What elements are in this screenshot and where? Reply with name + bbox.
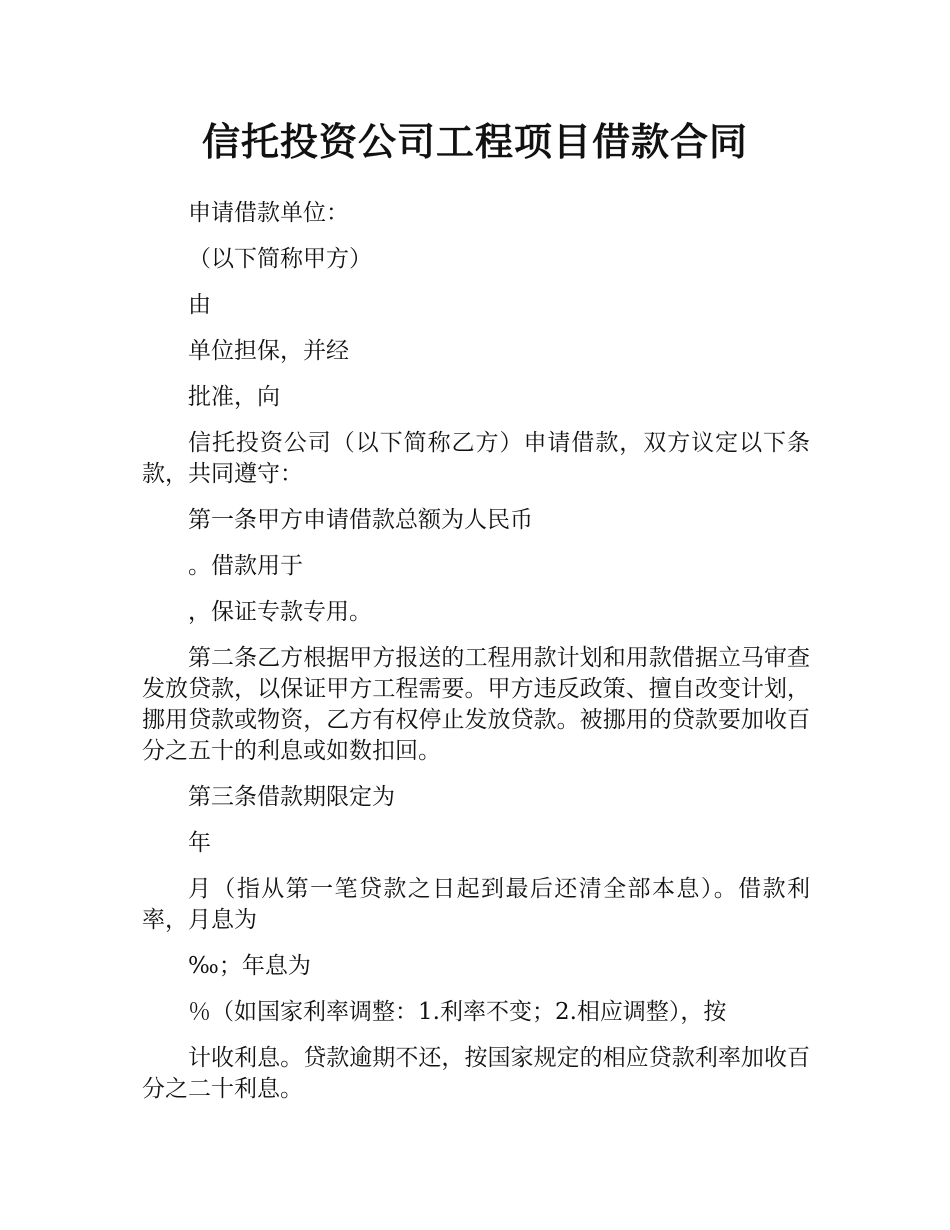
paragraph-dedicated-use: ，保证专款专用。 <box>188 599 372 625</box>
paragraph-party-b: 信托投资公司（以下简称乙方）申请借款，双方议定以下条款，共同遵守： <box>142 430 810 487</box>
paragraph-article-3: 第三条借款期限定为 <box>188 784 395 810</box>
paragraph-approval: 批准，向 <box>188 384 280 410</box>
document-title: 信托投资公司工程项目借款合同 <box>201 120 748 164</box>
paragraph-month-rate: 月（指从第一笔贷款之日起到最后还清全部本息）。借款利率，月息为 <box>142 876 810 933</box>
paragraph-article-1: 第一条甲方申请借款总额为人民币 <box>188 507 533 533</box>
paragraph-party-a-note: （以下简称甲方） <box>188 246 372 272</box>
paragraph-loan-usage: 。借款用于 <box>188 553 303 579</box>
paragraph-interest-overdue: 计收利息。贷款逾期不还，按国家规定的相应贷款利率加收百分之二十利息。 <box>142 1045 810 1102</box>
paragraph-annual-rate: ‰；年息为 <box>188 953 311 979</box>
document-body <box>142 198 810 1120</box>
paragraph-applicant: 申请借款单位： <box>188 200 349 226</box>
paragraph-article-2: 第二条乙方根据甲方报送的工程用款计划和用款借据立马审查发放贷款，以保证甲方工程需要。甲方违反政策、擅自改变计划，挪用贷款或物资，乙方有权停止发放贷款。被挪用的贷款要加收百分之五十的利息或如数扣回。 <box>142 645 810 764</box>
paragraph-year: 年 <box>188 830 211 856</box>
paragraph-by: 由 <box>188 292 211 318</box>
paragraph-rate-adjustment: ％（如国家利率调整：1.利率不变；2.相应调整），按 <box>188 999 727 1025</box>
paragraph-guarantee: 单位担保，并经 <box>188 338 349 364</box>
